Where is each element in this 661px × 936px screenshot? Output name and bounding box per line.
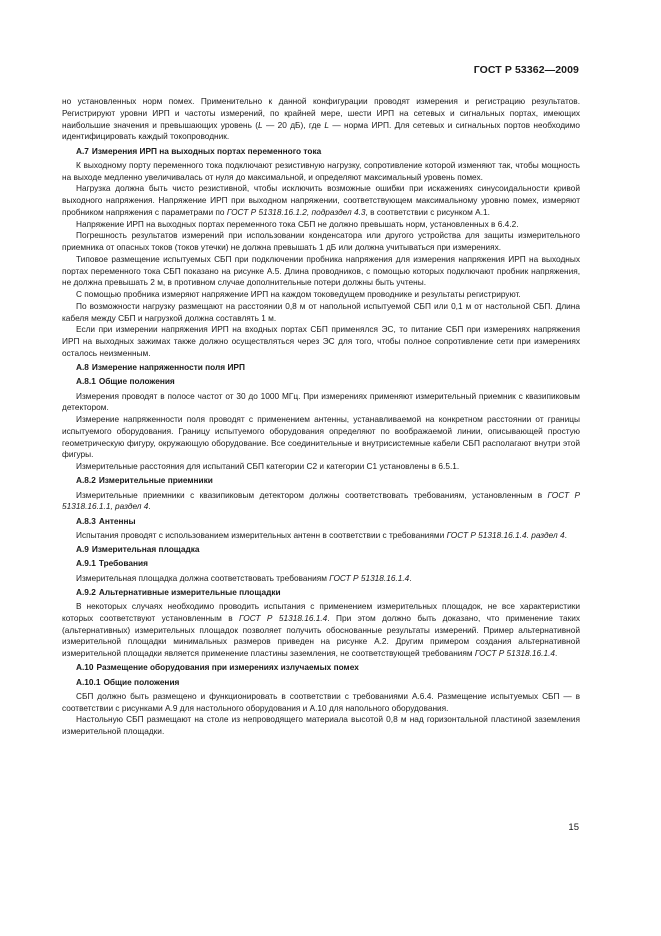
subsection-heading-a10-1: А.10.1 Общие положения xyxy=(76,676,180,687)
paragraph: Измерения проводят в полосе частот от 30 до 1000 МГц. При измерениях применяют измерительный приемник с квазипиковым детектором. xyxy=(62,390,580,413)
paragraph: Типовое размещение испытуемых СБП при подключении пробника напряжения для измерения напряжения ИРП на выходных портах переменного тока СБП показано на рисунке А.5. Длина проводников, с помощью которых подключают пробник напряжения, не должна превышать 2 м, в противном случае дополнительные потери должны быть учтены. xyxy=(62,253,580,288)
paragraph: В некоторых случаях необходимо проводить испытания с применением измерительных площадок, не все характеристики которых соответствуют установленным в ГОСТ Р 51318.16.1.4. При этом должно быть доказано, что применение таких (альтернативных) измерительных площадок позволяет получить обоснованные результаты измерений. Пример альтернативной измерительной площадки минимальных размеров приведен на рисунке А.2. Другим примером создания альтернативной измерительной площадки является применение пластины заземления, не соответствующей требованиям ГОСТ Р 51318.16.1.4. xyxy=(62,601,580,658)
paragraph: По возможности нагрузку размещают на расстоянии 0,8 м от напольной испытуемой СБП или 0,1 м от настольной СБП. Длина кабеля между СБП и нагрузкой должна составлять 1 м. xyxy=(62,300,580,323)
section-heading-a7: А.7 Измерения ИРП на выходных портах переменного тока xyxy=(76,145,322,156)
paragraph: С помощью пробника измеряют напряжение ИРП на каждом токоведущем проводнике и результаты регистрируют. xyxy=(76,289,521,299)
paragraph: Напряжение ИРП на выходных портах переменного тока СБП не должно превышать норм, установленных в 6.4.2. xyxy=(76,218,519,229)
paragraph: К выходному порту переменного тока подключают резистивную нагрузку, сопротивление которой изменяют так, чтобы мощность на выходе медленно увеличивалась от нуля до максимальной, и определяют максимальный уровень помех. xyxy=(62,159,580,182)
subsection-heading-a9-2: А.9.2 Альтернативные измерительные площадки xyxy=(76,586,281,597)
document-body xyxy=(62,96,580,738)
paragraph: Если при измерении напряжения ИРП на входных портах СБП применялся ЭС, то питание СБП при измерениях напряжения ИРП на выходных зажимах также должно осуществляться через ЭС для того, чтобы полное сопротивление сети при измерениях осталось неизменным. xyxy=(62,324,580,358)
subsection-heading-a8-3: А.8.3 Антенны xyxy=(76,515,136,526)
paragraph: но установленных норм помех. Применительно к данной конфигурации проводят измерения и регистрацию результатов. Регистрируют уровни ИРП и частоты измерений, по крайней мере, шести ИРП на сетевых и сигнальных портах, имеющих наибольшие значения и превышающих уровень (L — 20 дБ), где L — норма ИРП. Для сетевых и сигнальных портов необходимо идентифицировать каждый токопроводник. xyxy=(62,96,580,142)
paragraph: Измерительная площадка должна соответствовать требованиям ГОСТ Р 51318.16.1.4. xyxy=(76,572,412,583)
paragraph: Погрешность результатов измерений при использовании конденсатора или другого устройства для защиты измерительного приемника от опасных токов (токов утечки) не должна превышать 1 дБ или должна учитываться при измерениях. xyxy=(62,230,580,252)
paragraph: Измерение напряженности поля проводят с применением антенны, устанавливаемой на конкретном расстоянии от границы испытуемого оборудования. Границу испытуемого оборудования определяют по воображаемой линии, описывающей простую геометрическую фигуру, окружающую оборудование. Все соединительные и внутрисистемные кабели СБП располагают внутри этой фигуры. xyxy=(62,414,580,460)
paragraph: Настольную СБП размещают на столе из непроводящего материала высотой 0,8 м над горизонтальной пластиной заземления измерительной площадки. xyxy=(62,714,580,736)
paragraph: СБП должно быть размещено и функционировать в соответствии с требованиями А.6.4. Размещение испытуемых СБП — в соответствии с рисунками А.9 для настольного оборудования и А.10 для напольного оборудования. xyxy=(62,690,580,713)
subsection-heading-a8-1: А.8.1 Общие положения xyxy=(76,376,175,387)
subsection-heading-a8-2: А.8.2 Измерительные приемники xyxy=(76,475,213,486)
paragraph: Испытания проводят с использованием измерительных антенн в соответствии с требованиями ГОСТ Р 51318.16.1.4. раздел 4. xyxy=(76,529,567,540)
paragraph: Измерительные приемники с квазипиковым детектором должны соответствовать требованиям, установленным в ГОСТ Р 51318.16.1.1, раздел 4. xyxy=(62,489,580,512)
subsection-heading-a9-1: А.9.1 Требования xyxy=(76,558,148,569)
document-header: ГОСТ Р 53362—2009 xyxy=(473,64,579,76)
paragraph: Нагрузка должна быть чисто резистивной, чтобы исключить возможные ошибки при искажениях синусоидальности кривой выходного напряжения. Напряжение ИРП при выходном напряжении, соответствующем максимальному уровню помех, измеряют пробником напряжения с параметрами по ГОСТ Р 51318.16.1.2, подраздел 4.3, в соответствии с рисунком А.1. xyxy=(62,183,580,217)
section-heading-a10: А.10 Размещение оборудования при измерениях излучаемых помех xyxy=(76,662,359,673)
page-number: 15 xyxy=(568,822,579,833)
section-heading-a9: А.9 Измерительная площадка xyxy=(76,544,200,554)
section-heading-a8: А.8 Измерение напряженности поля ИРП xyxy=(76,362,245,372)
paragraph: Измерительные расстояния для испытаний СБП категории С2 и категории С1 установлены в 6.5.1. xyxy=(76,461,460,471)
